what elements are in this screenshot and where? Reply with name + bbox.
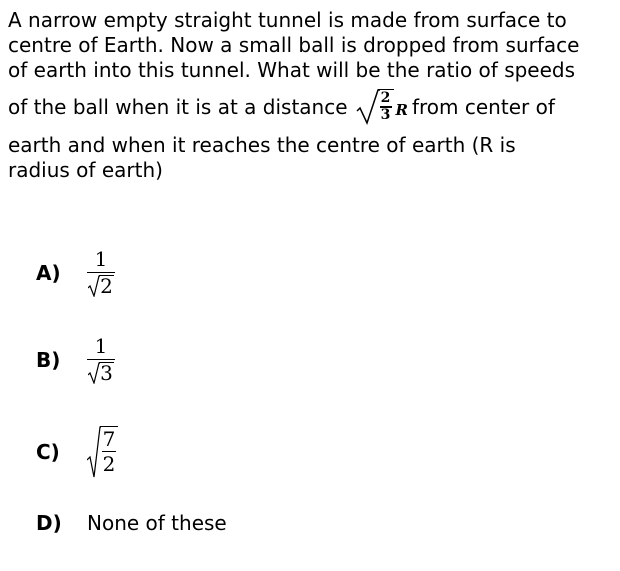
- option-b[interactable]: [36, 335, 115, 384]
- radicand-fraction: [100, 426, 118, 478]
- radicand: 2: [100, 274, 113, 299]
- fraction-numerator: 1: [94, 247, 108, 271]
- question-line: A narrow empty straight tunnel is made from surface to: [8, 8, 567, 32]
- radical-sign-icon: [356, 89, 380, 125]
- option-b-value: [87, 335, 115, 384]
- fraction-denominator: [88, 360, 114, 384]
- question-text-after-math: from center of: [411, 94, 555, 119]
- fraction-numerator: 1: [94, 334, 108, 358]
- fraction-numerator: 7: [102, 427, 116, 451]
- radius-variable: R: [395, 100, 408, 119]
- question-line-with-math: [8, 88, 614, 126]
- fraction-denominator: 2: [102, 452, 116, 477]
- radical-sign-icon: [87, 426, 101, 478]
- question-line: earth and when it reaches the centre of earth (R is: [8, 133, 516, 157]
- option-letter: C): [36, 440, 60, 464]
- option-c[interactable]: [36, 426, 118, 478]
- option-d-text: None of these: [87, 511, 227, 535]
- option-letter: D): [36, 511, 62, 535]
- question-line: of earth into this tunnel. What will be the ratio of speeds: [8, 58, 576, 82]
- option-letter: B): [36, 347, 61, 372]
- option-d[interactable]: [36, 511, 227, 535]
- distance-expression: [356, 89, 408, 125]
- option-a-value: [87, 248, 115, 297]
- option-a[interactable]: [36, 248, 115, 297]
- radicand: 3: [100, 361, 113, 386]
- question-line: radius of earth): [8, 158, 163, 182]
- question-text-before-math: of the ball when it is at a distance: [8, 94, 348, 119]
- fraction-denominator: [88, 273, 114, 297]
- fraction-denominator: 3: [380, 106, 391, 123]
- question-text: [8, 8, 614, 183]
- question-line: centre of Earth. Now a small ball is dropped from surface: [8, 33, 580, 57]
- distance-fraction: [378, 89, 394, 123]
- fraction-numerator: 2: [380, 90, 391, 107]
- option-letter: A): [36, 260, 61, 285]
- option-c-value: [87, 426, 118, 478]
